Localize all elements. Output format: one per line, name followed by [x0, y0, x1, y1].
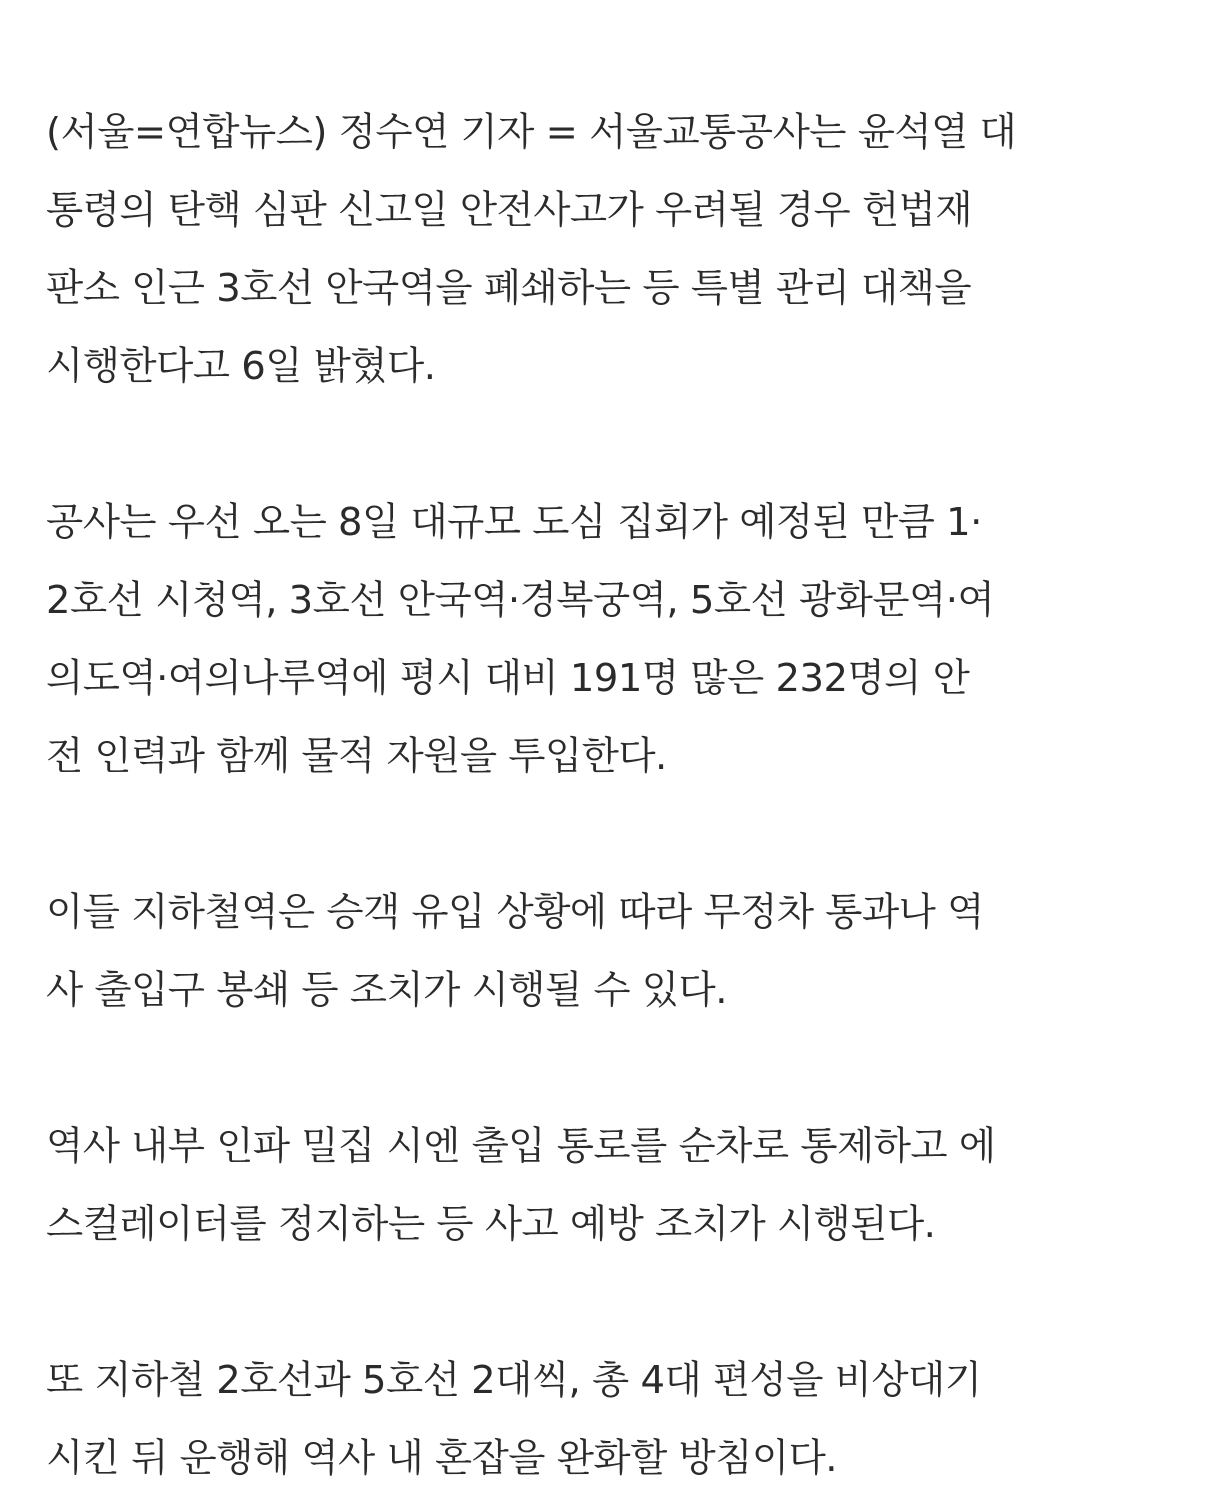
article-paragraph-1 [46, 94, 1171, 406]
article-paragraph-3 [46, 874, 1171, 1030]
paragraph-line: 또 지하철 2호선과 5호선 2대씩, 총 4대 편성을 비상대기 [46, 1358, 982, 1403]
article-paragraph-5 [46, 1342, 1171, 1498]
paragraph-line: 시행한다고 6일 밝혔다. [46, 344, 436, 389]
paragraph-line: 공사는 우선 오는 8일 대규모 도심 집회가 예정된 만큼 1· [46, 500, 982, 545]
paragraph-line: 시킨 뒤 운행해 역사 내 혼잡을 완화할 방침이다. [46, 1436, 838, 1481]
paragraph-line: 스컬레이터를 정지하는 등 사고 예방 조치가 시행된다. [46, 1202, 936, 1247]
paragraph-line: 사 출입구 봉쇄 등 조치가 시행될 수 있다. [46, 968, 727, 1013]
paragraph-line: 2호선 시청역, 3호선 안국역·경복궁역, 5호선 광화문역·여 [46, 578, 995, 623]
article-paragraph-2 [46, 484, 1171, 796]
article-body [46, 94, 1171, 1498]
article-paragraph-4 [46, 1108, 1171, 1264]
paragraph-line: 의도역·여의나루역에 평시 대비 191명 많은 232명의 안 [46, 656, 970, 701]
paragraph-line: 통령의 탄핵 심판 신고일 안전사고가 우려될 경우 헌법재 [46, 188, 973, 233]
paragraph-line: 전 인력과 함께 물적 자원을 투입한다. [46, 734, 667, 779]
paragraph-line: 이들 지하철역은 승객 유입 상황에 따라 무정차 통과나 역 [46, 890, 984, 935]
paragraph-line: 역사 내부 인파 밀집 시엔 출입 통로를 순차로 통제하고 에 [46, 1124, 996, 1169]
paragraph-line: 판소 인근 3호선 안국역을 폐쇄하는 등 특별 관리 대책을 [46, 266, 972, 311]
paragraph-line: (서울=연합뉴스) 정수연 기자 = 서울교통공사는 윤석열 대 [46, 110, 1017, 155]
